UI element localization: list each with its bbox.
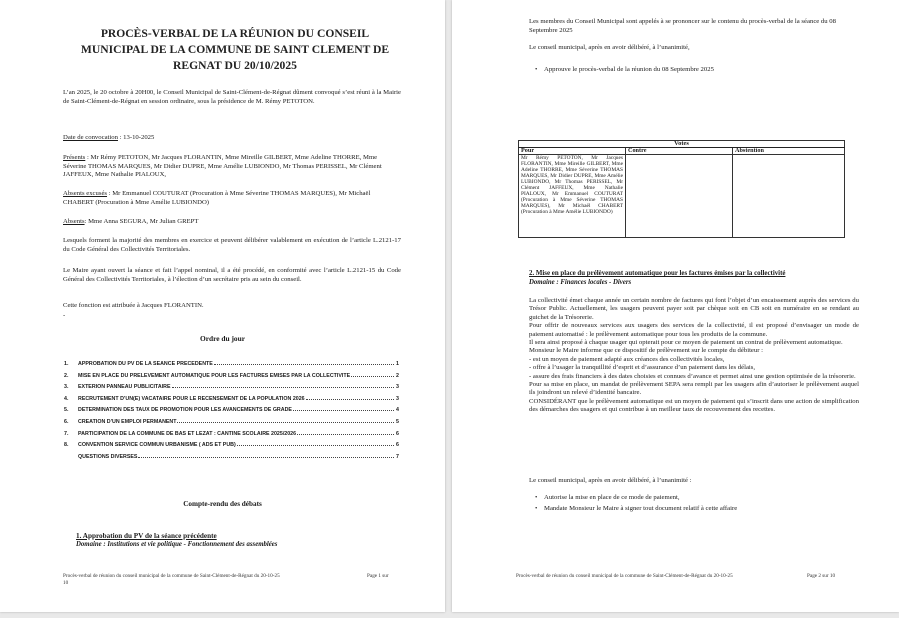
list-item: - assure des frais financiers à des dates choisies et connues d’avance et permet ainsi une gestion optimisée de la trésorerie. [529,372,856,380]
compte-rendu-title: Compte-rendu des débats [183,500,262,508]
toc-item[interactable] [64,419,399,425]
absents-value: : Mme Anna SEGURA, Mr Julian GREPT [84,218,199,225]
toc-item-label: CREATION D’UN EMPLOI PERMANENT [78,419,177,425]
toc-leader-dots [172,384,394,388]
toc-leader-dots [237,442,394,446]
toc-item[interactable] [64,384,399,390]
footer-page-number: Page 2 sur 10 [807,573,836,579]
absents-paragraph [63,218,401,227]
document-title: PROCÈS-VERBAL DE LA RÉUNION DU CONSEIL MUNICIPAL DE LA COMMUNE DE SAINT CLEMENT DE REGNAT DU 20/10/2025 [80,27,390,72]
toc-item[interactable] [64,373,399,379]
section-1-title: 1. Approbation du PV de la séance précédente [76,532,217,540]
footer-page-number: Page 1 sur [367,573,389,579]
section-2-body [529,297,859,415]
pv-approval-paragraph: Les membres du Conseil Municipal sont appelés à se prononcer sur le contenu du procès-verbal de la séance du 08 Septembre 2025 [529,18,836,34]
document-page-1 [0,0,445,612]
toc-item-label: DETERMINATION DES TAUX DE PROMOTION POUR LES AVANCEMENTS DE GRADE [78,407,292,414]
footer-left: Procès-verbal de réunion du conseil municipal de la commune de Saint-Clément-de-Régnat du 20-10-25 [63,573,280,579]
toc-item-label: QUESTIONS DIVERSES [78,453,138,460]
toc-item-label: RECRUTEMENT D’UN(E) VACATAIRE POUR LE RECENSEMENT DE LA POPULATION 2026 [78,395,305,402]
toc-leader-dots [306,396,394,400]
toc-item-label: EXTERION PANNEAU PUBLICITAIRE [78,384,171,391]
toc-item-label: MISE EN PLACE DU PRELEVEMENT AUTOMATIQUE POUR LES FACTURES EMISES PAR LA COLLECTIVITE [78,372,351,379]
toc-item[interactable] [64,361,399,367]
excuses-value: : Mr Emmanuel COUTURAT (Procuration à Mme Séverine THOMAS MARQUES), Mr Michaël CHABERT (Procuration à Mme Amélie LUBIONDO) [63,190,371,206]
votes-col-abstention: Abstention [733,148,845,155]
footer-page-total: 10 [63,580,69,586]
toc-item-number: 1. [64,361,69,367]
toc-item-number: 2. [64,372,69,379]
toc-item-label: PARTICIPATION DE LA COMMUNE DE BAS ET LEZAT : CANTINE SCOLAIRE 2025/2026 [78,430,297,437]
toc-item-number: 3. [64,384,69,391]
toc-leader-dots [297,431,394,435]
convocation-label: Date de convocation [63,134,118,141]
votes-pour-names: Mr Rémy PETOTON, Mr Jacques FLORANTIN, Mme Mireille GILBERT, Mme Adeline THORRE, Mme Séverine THOMAS MARQUES, Mr Didier DUPRE, Mme Amélie LUBIONDO, Mr Thomas PERISSEL, Mr Clément JAFFEUX, Mme Nathalie PIALOUX, Mr Emmanuel COUTURAT (Procuration à Mme Séverine THOMAS MARQUES), Mr Michaël CHABERT (Procuration à Mme Amélie LUBIONDO) [519,155,626,238]
presents-value: : Mr Rémy PETOTON, Mr Jacques FLORANTIN, Mme Mireille GILBERT, Mme Adeline THORRE, Mme Séverine THOMAS MARQUES, Mr Didier DUPRE, Mme Amélie LUBIONDO, Mr Thomas PERISSEL, Mr Clément JAFFEUX, Mme Nathalie PIALOUX, [63,154,382,179]
toc-item[interactable] [64,442,399,448]
toc-item-page: 5 [396,419,399,425]
votes-contre-cell [626,155,733,238]
toc-leader-dots [138,454,394,458]
section-1-domain: Domaine : Institutions et vie politique - Fonctionnement des assemblées [76,541,278,548]
ordre-du-jour-title: Ordre du jour [199,334,246,343]
presents-label: Présents [63,154,86,161]
toc-item[interactable] [64,396,399,402]
body-paragraph: Il sera ainsi proposé à chaque usager qui opterait pour ce moyen de paiement un contrat de prélèvement automatique. [529,339,843,347]
toc-item-number: 7. [64,430,69,437]
body-paragraph: Monsieur le Maire informe que ce dispositif de prélèvement sur le compte du débiteur : [529,347,763,355]
appel-paragraph: Le Maire ayant ouvert la séance et fait l’appel nominal, il a été procédé, en conformité avec l’article L.2121-15 du Code Général des Collectivités Territoriales, à l’élection d’un secrétaire pris au sein du conseil. [63,267,401,283]
footer-left: Procès-verbal de réunion du conseil municipal de la commune de Saint-Clément-de-Régnat du 20-10-25 [516,573,733,579]
toc-item[interactable] [64,431,399,437]
votes-abstention-cell [733,155,845,238]
toc-item[interactable] [64,407,399,413]
toc-item-number: 8. [64,442,69,449]
body-paragraph: Pour sa mise en place, un mandat de prélèvement SEPA sera rempli par les usagers afin d’autoriser le prélèvement auquel ils joindront un relevé d’identité bancaire. [529,381,859,397]
toc-item-page: 3 [396,384,399,391]
body-paragraph: CONSIDÉRANT que le prélèvement automatique est un moyen de paiement qui s’inscrit dans une action de simplification des démarches des usagers et qui contribue à un meilleur taux de recouvrement des recettes. [529,397,859,414]
section-2-domain: Domaine : Finances locales - Divers [529,279,632,286]
toc-item-page: 6 [396,430,399,437]
intro-paragraph: L’an 2025, le 20 octobre à 20H00, le Conseil Municipal de Saint-Clément-de-Régnat dûment convoqué s’est réuni à la Mairie de Saint-Clément-de-Régnat en session ordinaire, sous la présidence de M. Rémy PETOTON. [63,89,401,105]
toc-item-label: CONVENTION SERVICE COMMUN URBANISME ( ADS ET PUB) [78,442,236,449]
secretaire-paragraph: Cette fonction est attribuée à Jacques FLORANTIN. [63,302,204,309]
toc-leader-dots [351,373,394,377]
excuses-label: Absents excusés [63,190,108,197]
list-item: - est un moyen de paiement adapté aux créances des collectivités locales, [529,355,725,363]
body-paragraph: La collectivité émet chaque année un certain nombre de factures qui font l’objet d’un encaissement auprès des services du Trésor Public. Actuellement, les usagers peuvent payer soit par chèque soit en CB soit en numéraire en se rendant au guichet de la Trésorerie. [529,297,859,321]
toc-item-number: 4. [64,395,69,402]
toc-leader-dots [177,419,394,423]
bullet-autorise: • Autorise la mise en place de ce mode de paiement, [544,494,859,503]
stray-dash: - [63,312,66,319]
votes-header: Votes [519,141,845,148]
toc-item-number: 6. [64,419,69,425]
bullet-approve-pv: • Approuve le procès-verbal de la réunion du 08 Septembre 2025 [544,66,859,75]
votes-col-contre: Contre [626,148,733,155]
conseil-deliberation: Le conseil municipal, après en avoir délibéré, à l’unanimité : [529,477,692,484]
toc-leader-dots [214,361,394,365]
list-item: - offre à l’usager la tranquillité d’esprit et d’assurance d’un paiement dans les délais, [529,364,756,372]
toc-item-page: 4 [396,407,399,414]
toc-leader-dots [293,407,394,411]
toc-item[interactable] [64,454,399,460]
deliberation-paragraph: Le conseil municipal, après en avoir délibéré, à l’unanimité, [529,44,690,51]
section-2-title: 2. Mise en place du prélèvement automatique pour les factures émises par la collectivité [529,270,786,277]
bullet-mandate: • Mandate Monsieur le Maire à signer tout document relatif à cette affaire [544,505,859,514]
convocation-line [63,134,401,143]
document-page-2 [452,0,899,612]
toc-item-page: 2 [396,372,399,379]
absents-label: Absents [63,218,85,225]
toc-item-label: APPROBATION DU PV DE LA SEANCE PRECEDENTE [78,361,213,367]
excuses-paragraph [63,190,401,207]
toc-item-page: 7 [396,453,399,460]
toc-item-page: 3 [396,395,399,402]
quorum-paragraph: Lesquels forment la majorité des membres en exercice et peuvent délibérer valablement en exécution de l’article L.2121-17 du Code Général des Collectivités Territoriales. [63,237,401,253]
votes-col-pour: Pour [519,148,626,155]
body-paragraph: Pour offrir de nouveaux services aux usagers des services de la collectivité, il est proposé d’envisager un mode de paiement automatisé : le prélèvement automatique pour tous les produits de la commune. [529,322,859,338]
toc-item-page: 1 [396,361,399,367]
toc-item-page: 6 [396,442,399,449]
convocation-value: : 13-10-2025 [117,134,155,141]
votes-table [518,140,845,238]
presents-paragraph [63,154,401,180]
toc-item-number: 5. [64,407,69,414]
